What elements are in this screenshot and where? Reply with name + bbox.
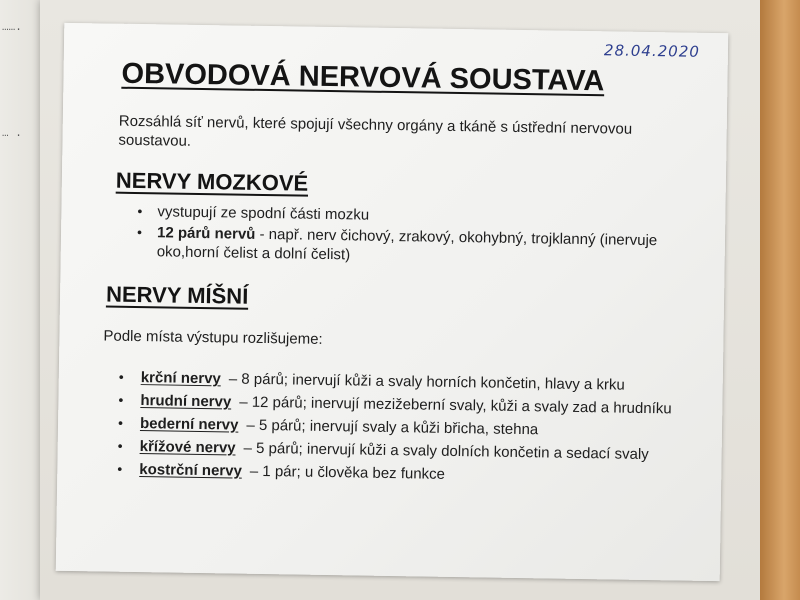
bullet-icon: • [118,368,124,385]
nerve-description: – 12 párů; inervují mezižeberní svaly, kůži a svaly zad a hrudníku [239,393,672,418]
bullet-icon: • [136,223,143,241]
nerve-description: – 8 párů; inervují kůži a svaly horních končetin, hlavy a krku [228,370,625,394]
left-page-dots-1: ……. [2,22,22,34]
bullet-icon: • [117,437,123,454]
list-item [117,460,677,488]
bullet-icon: • [118,391,124,408]
nerve-name: krční nervy [140,369,221,388]
heading-nervy-misni: NERVY MÍŠNÍ [105,281,249,309]
handwritten-date: 28.04.2020 [603,41,700,61]
nerve-description: – 5 párů; inervují svaly a kůži břicha, stehna [246,416,539,439]
item-text: - např. nerv čichový, zrakový, okohybný, trojklanný (inervuje oko,horní čelist a dolní čelist) [156,225,658,264]
bullet-icon: • [117,414,124,431]
list-item [137,223,678,269]
nerve-name: hrudní nervy [140,392,232,411]
misni-list [117,368,679,492]
pasted-worksheet [56,23,729,581]
heading-nervy-mozkove: NERVY MOZKOVÉ [115,167,309,196]
nerve-name: kostrční nervy [139,461,243,480]
bullet-icon: • [117,460,123,477]
notebook-edge [760,0,800,600]
nerve-name: křížové nervy [139,438,236,457]
nerve-description: – 1 pár; u člověka bez funkce [249,462,446,483]
item-text: vystupují ze spodní části mozku [157,203,370,224]
mozkove-list [137,202,678,271]
page-title: OBVODOVÁ NERVOVÁ SOUSTAVA [121,57,605,98]
intro-text: Rozsáhlá síť nervů, které spojují všechny orgány a tkáně s ústřední nervovou soustavou. [118,112,633,150]
misni-intro: Podle místa výstupu rozlišujeme: [103,327,323,348]
bullet-icon: • [137,202,143,220]
nerve-description: – 5 párů; inervují kůži a svaly dolních končetin a sedací svaly [243,439,649,464]
item-bold: 12 párů nervů [156,224,256,243]
nerve-name: bederní nervy [139,415,239,434]
left-page-dots-2: … . [2,128,22,140]
